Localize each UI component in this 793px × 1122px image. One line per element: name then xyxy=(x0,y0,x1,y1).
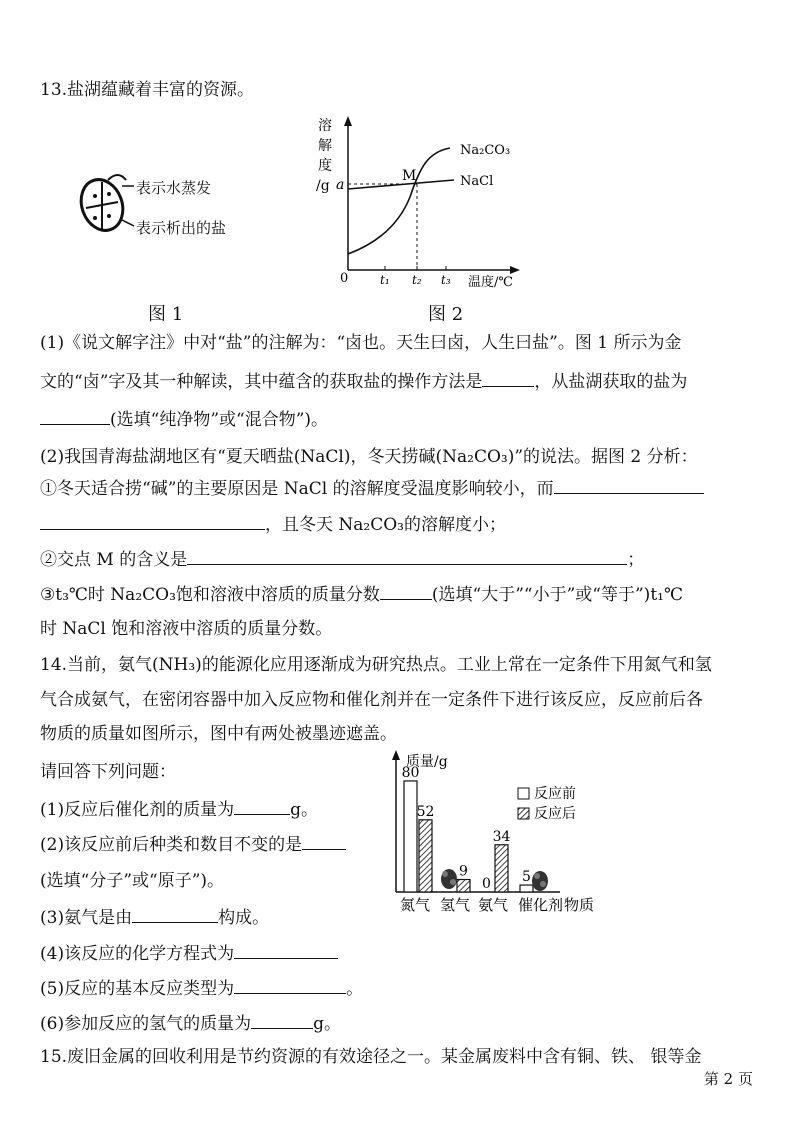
bar-label-after-2: 34 xyxy=(492,828,511,845)
a-label: a xyxy=(336,177,345,193)
origin-label: 0 xyxy=(340,271,349,286)
bar-label-before-0: 80 xyxy=(401,764,420,781)
tick-t2: t₂ xyxy=(412,273,422,287)
q13-p2-1-line1: ①冬天适合捞“碱”的主要原因是 NaCl 的溶解度受温度影响较小，而 xyxy=(40,477,704,500)
fig1-label-evaporation: 表示水蒸发 xyxy=(136,179,212,197)
na2co3-curve xyxy=(348,148,450,254)
bar-after-2 xyxy=(495,845,508,892)
q14-sub4: (4)该反应的化学方程式为 xyxy=(40,942,338,965)
fig1-caption: 图 1 xyxy=(148,304,184,325)
q14-sub5: (5)反应的基本反应类型为 。 xyxy=(40,979,364,999)
q13-p2-intro: (2)我国青海盐湖地区有“夏天晒盐(NaCl)，冬天捞碱(Na₂CO₃)”的说法。据图 2 分析： xyxy=(40,447,698,467)
point-m-label: M xyxy=(402,168,417,184)
category-nh3: 氨气 xyxy=(478,896,509,914)
y-label-3: 度 xyxy=(318,158,332,174)
q14-sub2-cont: (选填“分子”或“原子”)。 xyxy=(40,871,225,891)
legend-before-swatch xyxy=(518,788,529,799)
bar-x-label: 物质 xyxy=(564,896,595,914)
q13-p2-1-line2: ，且冬天 Na₂CO₃的溶解度小； xyxy=(40,513,506,536)
q13-p2-3-line1: ③t₃℃时 Na₂CO₃饱和溶液中溶质的质量分数 (选填“大于”“小于”或“等于”)t₁℃ xyxy=(40,585,683,605)
ink-blot-hydrogen-before xyxy=(441,869,457,889)
bar-label-before-3: 5 xyxy=(522,869,531,886)
q13-p1-line1: (1)《说文解字注》中对“盐”的注解为：“卤也。天生曰卤，人生曰盐”。图 1 所示为金 xyxy=(40,333,682,353)
y-label-2: 解 xyxy=(318,138,332,154)
q13-p2-2: ②交点 M 的含义是 ； xyxy=(40,550,645,570)
q14-line4: 请回答下列问题： xyxy=(40,762,176,782)
bar-before-3 xyxy=(520,885,533,892)
q14-sub6: (6)参加反应的氢气的质量为 g。 xyxy=(40,1014,341,1034)
category-catalyst: 催化剂 xyxy=(518,896,564,914)
bar-label-after-0: 52 xyxy=(416,803,435,820)
x-axis-label: 温度/℃ xyxy=(468,275,513,290)
fig2-caption: 图 2 xyxy=(428,304,464,325)
y-label-1: 溶 xyxy=(318,118,332,134)
q13-p1-line2: 文的“卤”字及其一种解读，其中蕴含的获取盐的操作方法是 ，从盐湖获取的盐为 xyxy=(40,372,688,392)
bar-after-1 xyxy=(457,880,470,892)
q14-sub3: (3)氨气是由 构成。 xyxy=(40,908,270,928)
q13-p1-line3: (选填“纯净物”或“混合物”)。 xyxy=(40,408,328,431)
category-h2: 氢气 xyxy=(440,896,471,914)
q13-title: 13.盐湖蕴藏着丰富的资源。 xyxy=(40,80,255,100)
bar-label-before-2: 0 xyxy=(482,876,491,892)
bar-before-0 xyxy=(404,781,417,892)
category-n2: 氮气 xyxy=(400,896,431,914)
q14-line1: 14.当前，氨气(NH₃)的能源化应用逐渐成为研究热点。工业上常在一定条件下用氮气和氢 xyxy=(40,655,712,675)
bar-label-after-1: 9 xyxy=(459,863,468,880)
page-number: 第 2 页 xyxy=(703,1070,753,1088)
q14-sub1: (1)反应后催化剂的质量为 g。 xyxy=(40,800,318,820)
nacl-curve xyxy=(348,180,454,189)
y-label-4: /g xyxy=(316,178,330,194)
q14-sub2: (2)该反应前后种类和数目不变的是 xyxy=(40,833,346,856)
fig1-label-salt: 表示析出的盐 xyxy=(136,219,227,237)
q13-p2-3-line2: 时 NaCl 饱和溶液中溶质的质量分数。 xyxy=(40,619,333,639)
legend-after: 反应后 xyxy=(534,806,576,822)
figure-2-solubility-chart xyxy=(310,112,530,297)
bar-after-0 xyxy=(419,820,432,892)
ink-blot-catalyst-after xyxy=(532,871,548,891)
legend-after-swatch xyxy=(518,808,529,819)
legend-nacl: NaCl xyxy=(460,174,494,189)
q15-line1: 15.废旧金属的回收利用是节约资源的有效途径之一。某金属废料中含有铜、铁、 银等金 xyxy=(40,1047,702,1067)
bar-y-label: 质量/g xyxy=(406,754,448,770)
tick-t3: t₃ xyxy=(441,273,451,287)
q14-line2: 气合成氨气，在密闭容器中加入反应物和催化剂并在一定条件下进行该反应，反应前后各 xyxy=(40,690,703,710)
q14-line3: 物质的质量如图所示，图中有两处被墨迹遮盖。 xyxy=(40,724,397,744)
tick-t1: t₁ xyxy=(380,273,390,287)
legend-na2co3: Na₂CO₃ xyxy=(460,143,511,158)
legend-before: 反应前 xyxy=(534,786,576,802)
mass-bar-chart xyxy=(370,748,620,918)
